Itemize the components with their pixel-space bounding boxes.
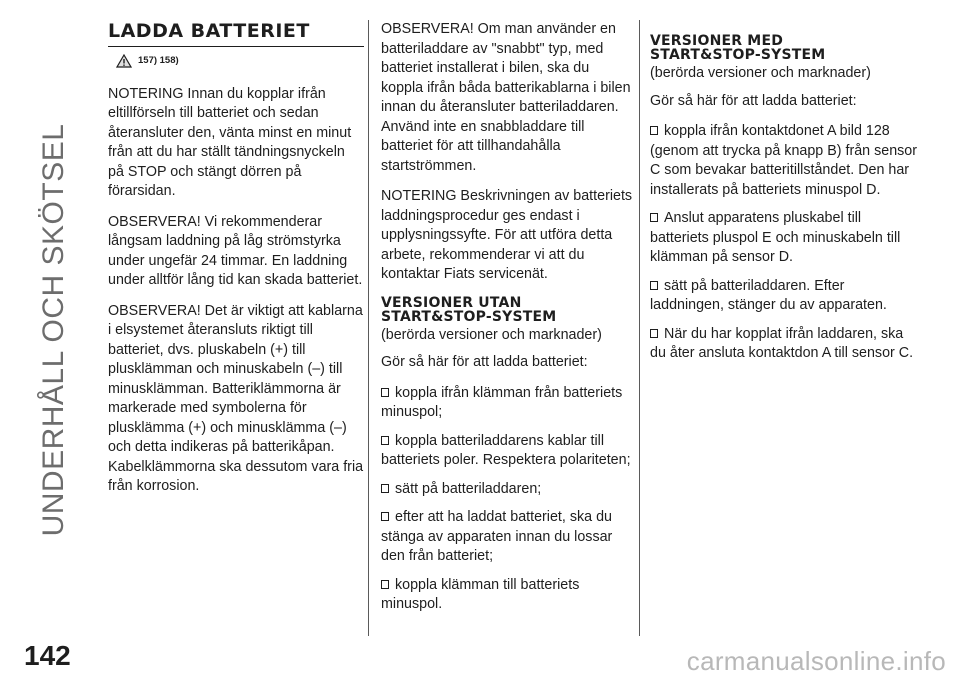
list-item: koppla batteriladdarens kablar till batteriets poler. Respektera polariteten; <box>381 432 631 468</box>
list-item: koppla ifrån klämman från batteriets minuspol; <box>381 384 623 420</box>
page-number: 142 <box>24 640 71 671</box>
column-1 <box>108 20 364 508</box>
column-divider <box>639 20 640 636</box>
checkbox-bullet-icon <box>381 484 389 493</box>
subsection-subtitle: (berörda versioner och marknader) <box>650 65 871 81</box>
checkbox-bullet-icon <box>650 329 658 338</box>
checkbox-bullet-icon <box>650 213 658 222</box>
paragraph: NOTERING Beskrivningen av batteriets laddningsprocedur ges endast i upplysningssyfte. För att utföra detta arbete, rekommenderar vi att du kontaktar Fiats servicenät. <box>381 188 633 282</box>
section-title: LADDA BATTERIET <box>108 20 364 47</box>
paragraph: NOTERING Innan du kopplar ifrån eltillförseln till batteriet och sedan återansluter den, vänta minst en minut från att du har ställt tändningsnyckeln på STOP och stängt dörren på förarsidan. <box>108 85 352 199</box>
warning-refs: 157) 158) <box>138 55 179 66</box>
list-item: koppla ifrån kontaktdonet A bild 128 (genom att trycka på knapp B) från sensor C som bevakar batteritillståndet. Den har installerats på batteriets minuspol D. <box>650 123 918 198</box>
list-item: Anslut apparatens pluskabel till batteriets pluspol E och minuskabeln till klämman på sensor D. <box>650 210 901 265</box>
checkbox-bullet-icon <box>650 126 658 135</box>
paragraph: OBSERVERA! Det är viktigt att kablarna i elsystemet återansluts riktigt till batteriet, dvs. pluskabeln (+) till plusklämman och minuskabeln (–) till minusklämman. Batteriklämmorna är markerade med symbolerna för plusklämma (+) och minusklämma (–) och detta indikeras på batterikåpan. Kabelklämmorna ska dessutom vara fria från korrosion. <box>108 302 364 494</box>
checkbox-bullet-icon <box>381 436 389 445</box>
watermark: carmanualsonline.info <box>686 646 946 676</box>
intro-text: Gör så här för att ladda batteriet: <box>650 92 857 109</box>
warning-reference <box>116 51 364 71</box>
subsection-heading: VERSIONER UTAN START&STOP-SYSTEM <box>381 294 557 325</box>
paragraph: OBSERVERA! Om man använder en batteriladdare av "snabbt" typ, med batteriet installerat i bilen, ska du koppla ifrån båda batterikablarna i bilen innan du återansluter batteriladdaren. Använd inte en snabbladdare till batteriet för att tillhandahålla startströmmen. <box>381 21 631 174</box>
subsection-heading: VERSIONER MED START&STOP-SYSTEM <box>650 33 826 63</box>
column-3 <box>650 20 920 373</box>
warning-triangle-icon <box>116 54 132 68</box>
intro-text: Gör så här för att ladda batteriet: <box>381 354 588 370</box>
checkbox-bullet-icon <box>381 512 389 521</box>
subsection-subtitle: (berörda versioner och marknader) <box>381 326 602 343</box>
checkbox-bullet-icon <box>381 580 389 589</box>
paragraph: OBSERVERA! Vi rekommenderar långsam laddning på låg strömstyrka under ungefär 24 timmar. En laddning under alltför lång tid kan skada batteriet. <box>108 213 363 288</box>
list-item: koppla klämman till batteriets minuspol. <box>381 576 580 612</box>
list-item: efter att ha laddat batteriet, ska du stänga av apparaten innan du lossar den från batteriet; <box>381 509 613 564</box>
checkbox-bullet-icon <box>650 281 658 290</box>
checkbox-bullet-icon <box>381 388 389 397</box>
list-item: sätt på batteriladdaren; <box>381 480 635 500</box>
column-divider <box>368 20 369 636</box>
list-item: När du har kopplat ifrån laddaren, ska du åter ansluta kontaktdon A till sensor C. <box>650 325 914 361</box>
list-item: sätt på batteriladdaren. Efter laddningen, stänger du av apparaten. <box>650 277 887 313</box>
column-2 <box>381 20 635 624</box>
